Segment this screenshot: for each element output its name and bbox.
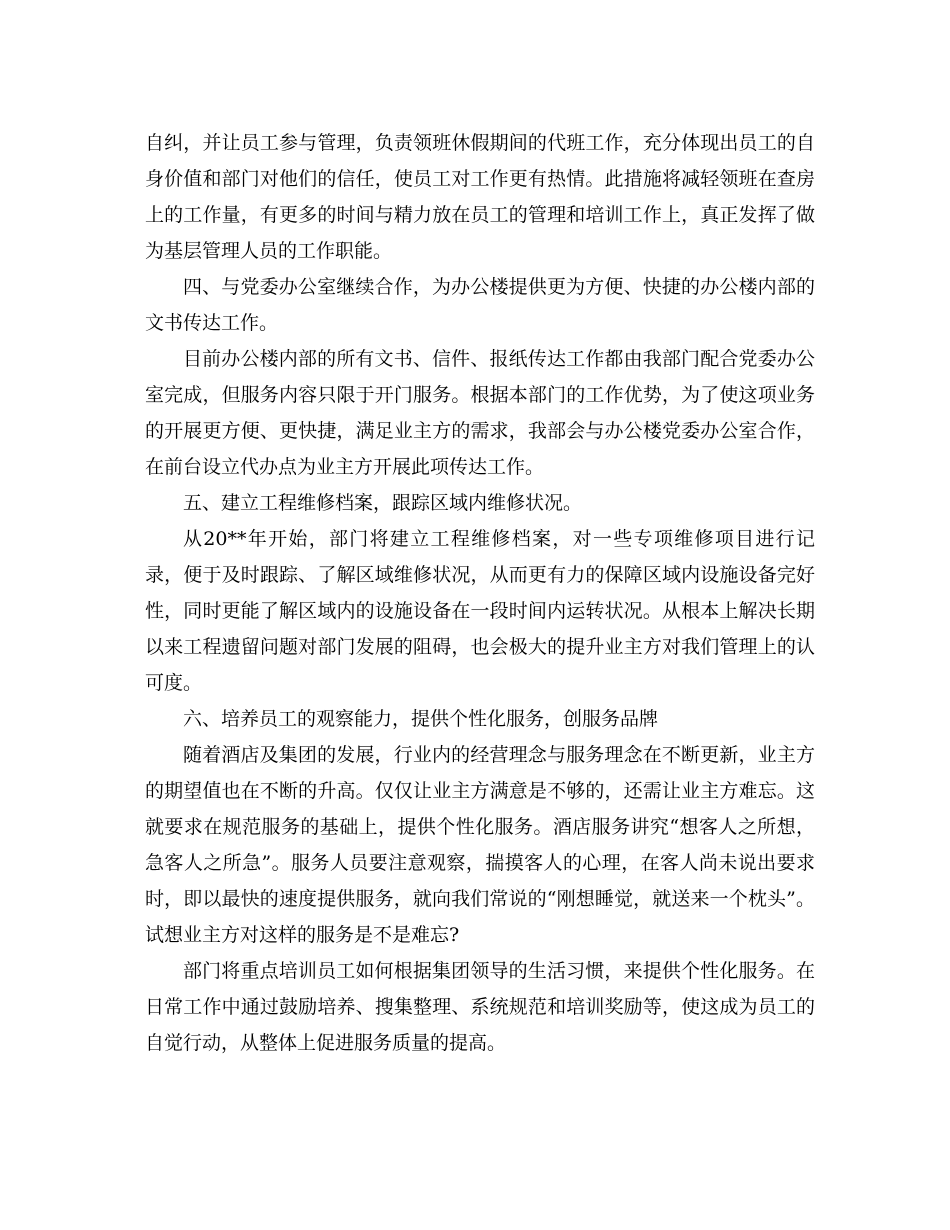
paragraph-2-heading: 四、与党委办公室继续合作，为办公楼提供更为方便、快捷的办公楼内部的文书传达工作。 [145, 276, 815, 334]
paragraph-5: 从20**年开始，部门将建立工程维修档案，对一些专项维修项目进行记录，便于及时跟踪、了解区域维修状况，从而更有力的保障区域内设施设备完好性，同时更能了解区域内的设施设备在一段时间内运转状况。从根本上解决长期以来工程遗留问题对部门发展的阻碍，也会极大的提升业主方对我们管理上的认可度。 [145, 528, 815, 694]
paragraph-3: 目前办公楼内部的所有文书、信件、报纸传达工作都由我部门配合党委办公室完成，但服务内容只限于开门服务。根据本部门的工作优势，为了使这项业务的开展更方便、更快捷，满足业主方的需求，我部会与办公楼党委办公室合作，在前台设立代办点为业主方开展此项传达工作。 [145, 348, 815, 478]
document-body [145, 125, 815, 1061]
paragraph-8: 部门将重点培训员工如何根据集团领导的生活习惯，来提供个性化服务。在日常工作中通过鼓励培养、搜集整理、系统规范和培训奖励等，使这成为员工的自觉行动，从整体上促进服务质量的提高。 [145, 960, 815, 1054]
paragraph-1: 自纠，并让员工参与管理，负责领班休假期间的代班工作，充分体现出员工的自身价值和部门对他们的信任，使员工对工作更有热情。此措施将减轻领班在查房上的工作量，有更多的时间与精力放在员工的管理和培训工作上，真正发挥了做为基层管理人员的工作职能。 [145, 132, 815, 262]
paragraph-7: 随着酒店及集团的发展，行业内的经营理念与服务理念在不断更新，业主方的期望值也在不断的升高。仅仅让业主方满意是不够的，还需让业主方难忘。这就要求在规范服务的基础上，提供个性化服务。酒店服务讲究“想客人之所想，急客人之所急”。服务人员要注意观察，揣摸客人的心理，在客人尚未说出要求时，即以最快的速度提供服务，就向我们常说的“刚想睡觉，就送来一个枕头”。试想业主方对这样的服务是不是难忘? [145, 744, 815, 946]
paragraph-4-heading: 五、建立工程维修档案，跟踪区域内维修状况。 [183, 492, 583, 514]
paragraph-6-heading: 六、培养员工的观察能力，提供个性化服务，创服务品牌 [183, 708, 659, 730]
